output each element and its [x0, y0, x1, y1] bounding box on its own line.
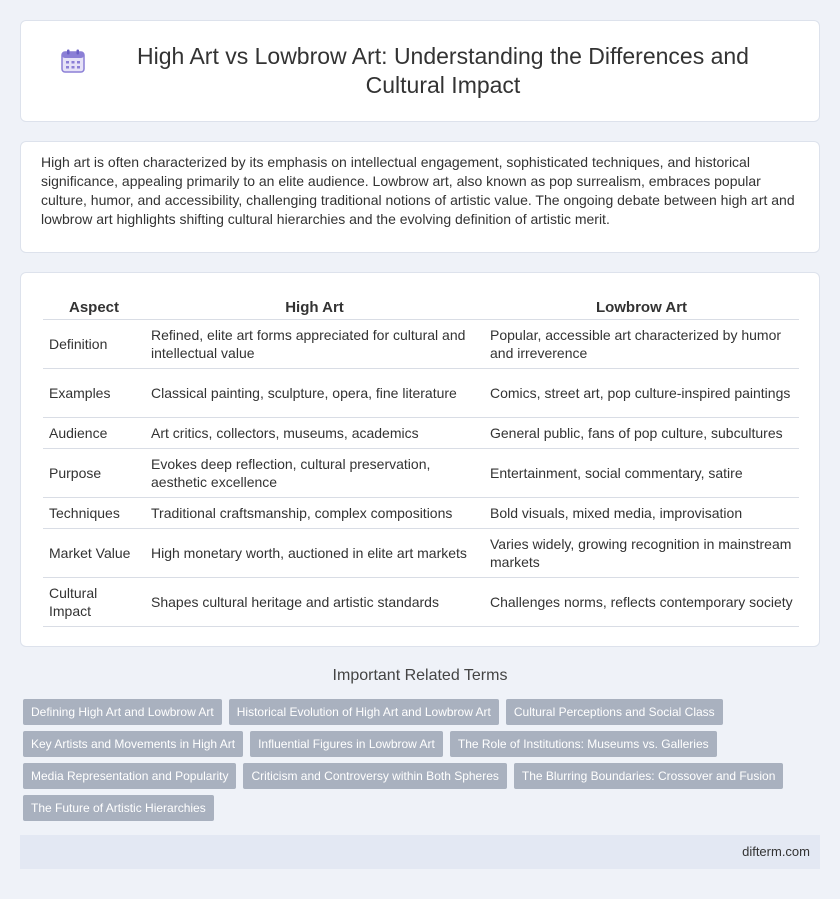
related-term-link[interactable]: The Role of Institutions: Museums vs. Galleries: [450, 731, 717, 757]
related-terms-list: [23, 699, 803, 827]
related-terms-heading: Important Related Terms: [332, 667, 508, 684]
lowbrow-art-cell: Popular, accessible art characterized by humor and irreverence: [484, 319, 799, 368]
high-art-cell: Art critics, collectors, museums, academics: [145, 417, 484, 448]
lowbrow-art-cell: Challenges norms, reflects contemporary society: [484, 577, 799, 626]
related-term-link[interactable]: Influential Figures in Lowbrow Art: [250, 731, 443, 757]
comparison-card: [20, 272, 820, 647]
aspect-cell: Examples: [43, 368, 145, 417]
table-header-row: [43, 297, 799, 319]
high-art-cell: Shapes cultural heritage and artistic standards: [145, 577, 484, 626]
table-row: [43, 577, 799, 626]
high-art-cell: Classical painting, sculpture, opera, fine literature: [145, 368, 484, 417]
high-art-cell: Refined, elite art forms appreciated for cultural and intellectual value: [145, 319, 484, 368]
high-art-cell: Traditional craftsmanship, complex compositions: [145, 497, 484, 528]
table-row: [43, 528, 799, 577]
high-art-cell: Evokes deep reflection, cultural preservation, aesthetic excellence: [145, 448, 484, 497]
related-term-link[interactable]: Media Representation and Popularity: [23, 763, 236, 789]
aspect-cell: Audience: [43, 417, 145, 448]
site-link[interactable]: difterm.com: [742, 844, 810, 859]
related-term-link[interactable]: The Future of Artistic Hierarchies: [23, 795, 214, 821]
lowbrow-art-cell: General public, fans of pop culture, subcultures: [484, 417, 799, 448]
related-term-link[interactable]: Defining High Art and Lowbrow Art: [23, 699, 222, 725]
table-row: [43, 497, 799, 528]
lowbrow-art-cell: Entertainment, social commentary, satire: [484, 448, 799, 497]
header-card: [20, 20, 820, 122]
column-header-high-art: High Art: [145, 297, 484, 319]
related-term-link[interactable]: The Blurring Boundaries: Crossover and Fusion: [514, 763, 783, 789]
lowbrow-art-cell: Bold visuals, mixed media, improvisation: [484, 497, 799, 528]
table-row: [43, 417, 799, 448]
aspect-cell: Market Value: [43, 528, 145, 577]
high-art-cell: High monetary worth, auctioned in elite art markets: [145, 528, 484, 577]
related-term-link[interactable]: Criticism and Controversy within Both Spheres: [243, 763, 506, 789]
calendar-icon: [60, 48, 86, 74]
aspect-cell: Cultural Impact: [43, 577, 145, 626]
related-term-link[interactable]: Historical Evolution of High Art and Lowbrow Art: [229, 699, 499, 725]
table-row: [43, 368, 799, 417]
page-title: High Art vs Lowbrow Art: Understanding the Differences and Cultural Impact: [137, 43, 749, 98]
related-term-link[interactable]: Key Artists and Movements in High Art: [23, 731, 243, 757]
aspect-cell: Definition: [43, 319, 145, 368]
table-row: [43, 448, 799, 497]
lowbrow-art-cell: Comics, street art, pop culture-inspired paintings: [484, 368, 799, 417]
column-header-lowbrow-art: Lowbrow Art: [484, 297, 799, 319]
related-term-link[interactable]: Cultural Perceptions and Social Class: [506, 699, 723, 725]
aspect-cell: Purpose: [43, 448, 145, 497]
comparison-table: [43, 297, 799, 627]
lowbrow-art-cell: Varies widely, growing recognition in mainstream markets: [484, 528, 799, 577]
column-header-aspect: Aspect: [43, 297, 145, 319]
table-row: [43, 319, 799, 368]
intro-card: [20, 141, 820, 253]
aspect-cell: Techniques: [43, 497, 145, 528]
footer: [20, 835, 820, 869]
intro-text: High art is often characterized by its emphasis on intellectual engagement, sophisticated techniques, and historical significance, appealing primarily to an elite audience. Lowbrow art, also known as pop surrealism, embraces popular culture, humor, and accessibility, challenging traditional notions of artistic value. The ongoing debate between high art and lowbrow art highlights shifting cultural hierarchies and the evolving definition of artistic merit.: [41, 154, 795, 227]
